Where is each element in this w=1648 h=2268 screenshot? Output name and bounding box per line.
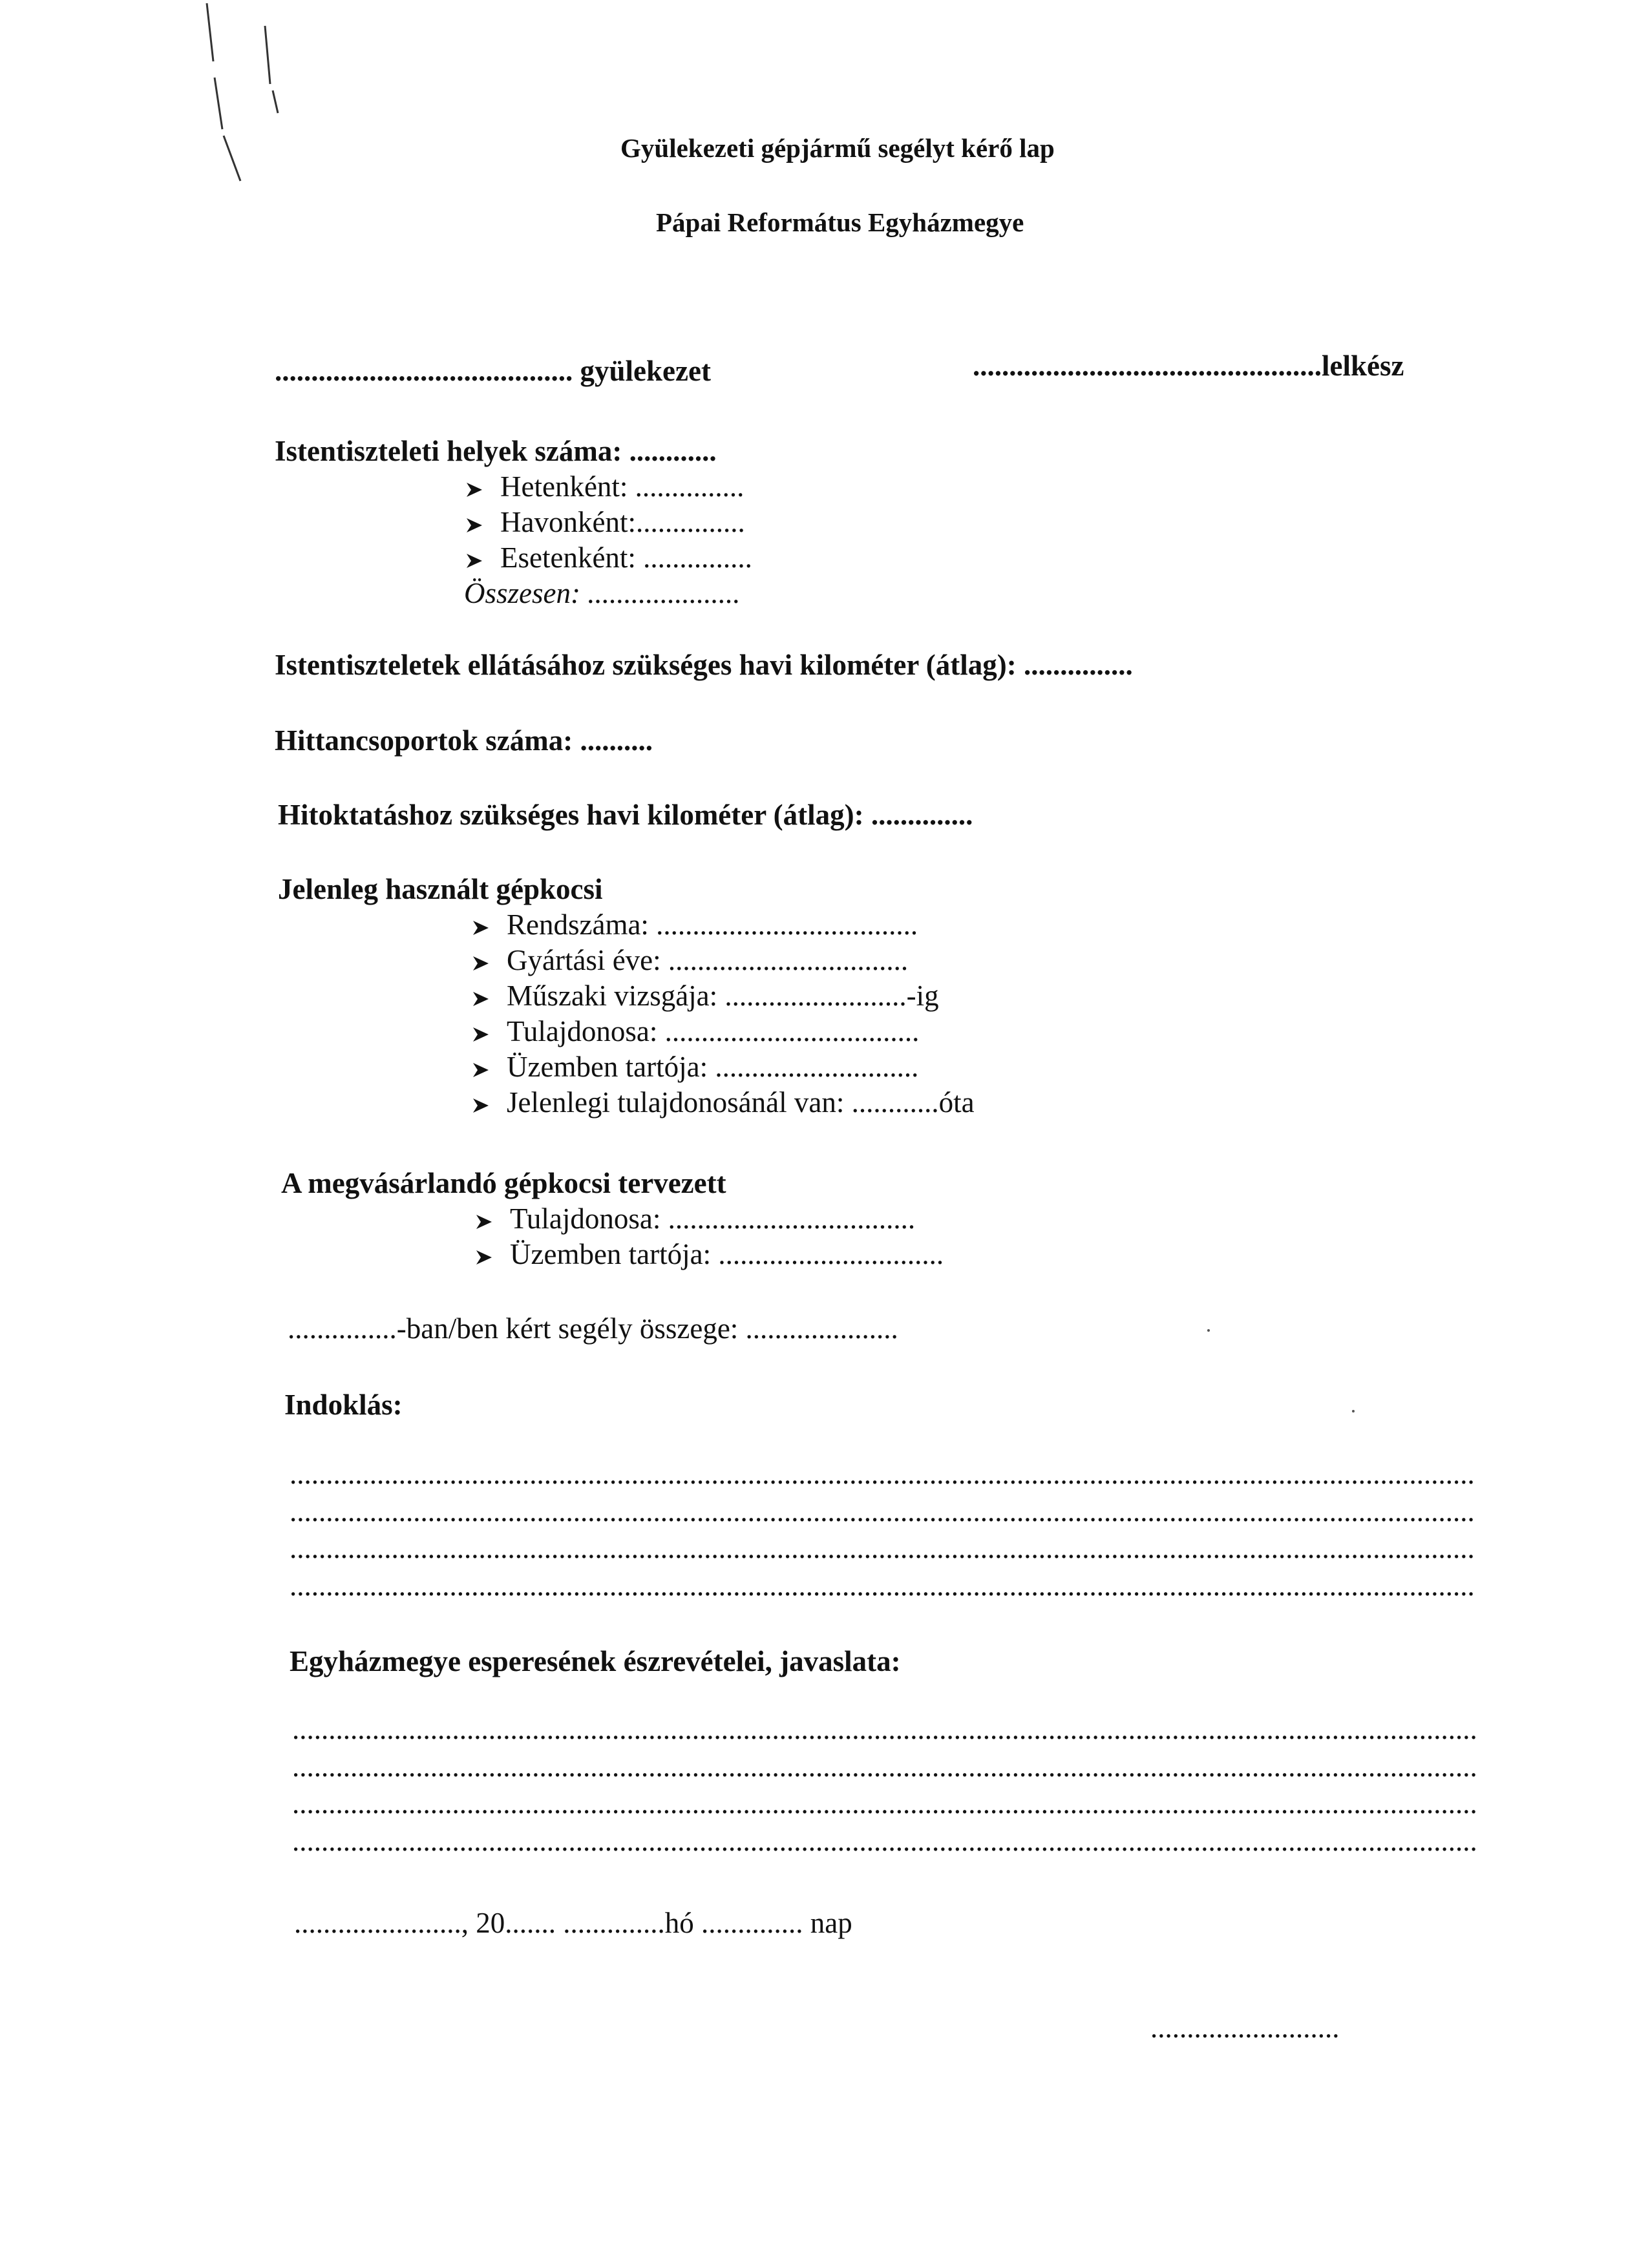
- operator-field: Üzemben tartója: ............................: [507, 1051, 919, 1083]
- planned-owner-field: Tulajdonosa: ..................................: [510, 1202, 916, 1235]
- list-item[interactable]: [472, 979, 939, 1013]
- arrow-bullet-icon: [475, 1213, 493, 1230]
- scan-speck: [1352, 1410, 1355, 1412]
- manufacture-year-field: Gyártási éve: .................................: [507, 944, 909, 976]
- arrow-bullet-icon: [472, 955, 490, 972]
- page-title: Gyülekezeti gépjármű segélyt kérő lap: [620, 133, 1055, 163]
- arrow-bullet-icon: [465, 552, 483, 569]
- justification-line[interactable]: ...................................................................................................................................................................: [290, 1570, 1475, 1602]
- scan-mark-lines: [194, 0, 297, 194]
- list-item[interactable]: [465, 470, 744, 503]
- congregation-field[interactable]: ......................................... gyülekezet: [275, 355, 711, 387]
- list-item[interactable]: [472, 908, 918, 941]
- worship-places-heading[interactable]: Istentiszteleti helyek száma: ............: [275, 435, 717, 467]
- arrow-bullet-icon: [472, 1026, 490, 1043]
- justification-line[interactable]: ...................................................................................................................................................................: [290, 1458, 1475, 1490]
- list-item[interactable]: [465, 541, 752, 574]
- arrow-bullet-icon: [472, 991, 490, 1007]
- dean-line[interactable]: ...................................................................................................................................................................: [292, 1713, 1477, 1745]
- catechism-km-field[interactable]: Hitoktatáshoz szükséges havi kilométer (átlag): ..............: [278, 799, 973, 831]
- arrow-bullet-icon: [475, 1249, 493, 1266]
- planned-car-heading: A megvásárlandó gépkocsi tervezett: [281, 1167, 726, 1199]
- dean-line[interactable]: ...................................................................................................................................................................: [292, 1750, 1477, 1783]
- occasional-field: Esetenként: ...............: [500, 541, 752, 574]
- justification-line[interactable]: ...................................................................................................................................................................: [290, 1532, 1475, 1564]
- worship-km-field[interactable]: Istentiszteletek ellátásához szükséges havi kilométer (átlag): ...............: [275, 649, 1133, 681]
- list-item[interactable]: [472, 943, 908, 977]
- current-car-heading: Jelenleg használt gépkocsi: [278, 873, 603, 905]
- held-since-field: Jelenlegi tulajdonosánál van: ............óta: [507, 1086, 975, 1118]
- plate-number-field: Rendszáma: ....................................: [507, 908, 918, 941]
- list-item[interactable]: [465, 505, 745, 539]
- amount-field[interactable]: ...............-ban/ben kért segély összege: .....................: [288, 1312, 898, 1345]
- arrow-bullet-icon: [465, 517, 483, 534]
- dean-line[interactable]: ...................................................................................................................................................................: [292, 1787, 1477, 1820]
- justification-heading: Indoklás:: [284, 1389, 403, 1421]
- inspection-field: Műszaki vizsgája: .........................-ig: [507, 980, 939, 1012]
- arrow-bullet-icon: [472, 919, 490, 936]
- page-subtitle: Pápai Református Egyházmegye: [656, 207, 1024, 237]
- date-field[interactable]: ......................., 20....... ..............hó .............. nap: [294, 1907, 852, 1939]
- arrow-bullet-icon: [472, 1062, 490, 1078]
- list-item[interactable]: [472, 1086, 975, 1119]
- pastor-field[interactable]: ................................................lelkész: [973, 350, 1404, 382]
- weekly-field: Hetenként: ...............: [500, 470, 745, 503]
- list-item[interactable]: [475, 1237, 944, 1271]
- dean-line[interactable]: ...................................................................................................................................................................: [292, 1825, 1477, 1857]
- arrow-bullet-icon: [472, 1097, 490, 1114]
- planned-operator-field: Üzemben tartója: ...............................: [510, 1238, 944, 1270]
- total-field[interactable]: Összesen: .....................: [464, 577, 741, 609]
- arrow-bullet-icon: [465, 481, 483, 498]
- list-item[interactable]: [475, 1202, 915, 1235]
- dean-heading: Egyházmegye esperesének észrevételei, javaslata:: [290, 1645, 901, 1677]
- list-item[interactable]: [472, 1050, 918, 1084]
- monthly-field: Havonként:...............: [500, 506, 745, 538]
- owner-field: Tulajdonosa: ...................................: [507, 1015, 920, 1047]
- list-item[interactable]: [472, 1014, 919, 1048]
- signature-field[interactable]: ..........................: [1150, 2011, 1340, 2044]
- scan-speck: [1207, 1329, 1210, 1332]
- justification-line[interactable]: ...................................................................................................................................................................: [290, 1495, 1475, 1528]
- catechism-groups-field[interactable]: Hittancsoportok száma: ..........: [275, 724, 653, 757]
